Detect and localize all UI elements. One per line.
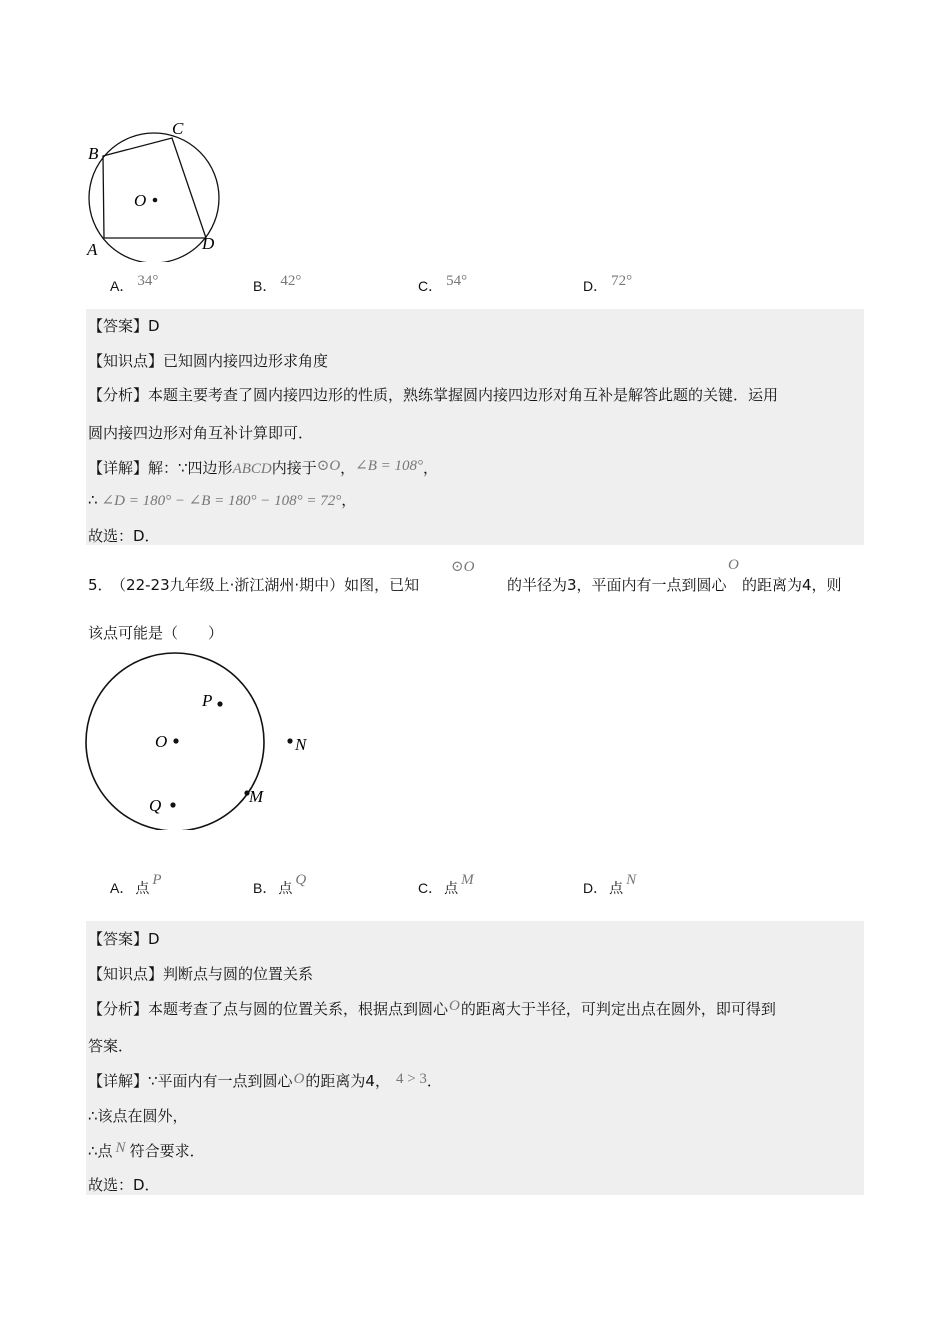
option-text: 点 <box>609 881 624 897</box>
option-value: 72° <box>611 273 633 289</box>
q4-analysis-line2 <box>88 422 313 443</box>
q5-circle-symbol: ⊙O <box>451 559 475 575</box>
option-text: 点 <box>444 881 459 897</box>
math-calc: ∠D = 180° − ∠B = 180° − 108° = 72° <box>101 493 342 509</box>
q5-analysis-line2 <box>88 1035 133 1056</box>
detail-text: ， <box>341 491 357 509</box>
q5-stem-line2 <box>88 622 223 643</box>
q5-option-a[interactable] <box>110 872 162 898</box>
option-letter: A． <box>110 278 134 294</box>
q5-figure <box>80 650 320 830</box>
math-o: O <box>293 1071 305 1087</box>
q4-option-a[interactable] <box>110 273 159 296</box>
q5-label-m: M <box>249 787 264 806</box>
option-point: M <box>461 872 474 888</box>
detail-text: ， <box>340 459 356 477</box>
math-n: N <box>115 1140 126 1156</box>
answer-tag: 【答案】 <box>88 317 149 335</box>
q4-label-d: D <box>202 234 215 253</box>
q5-detail-line <box>88 1070 442 1091</box>
analysis-text: 本题主要考查了圆内接四边形的性质，熟练掌握圆内接四边形对角互补是解答此题的关键．运用 <box>148 386 779 404</box>
q5-option-c[interactable] <box>418 872 474 898</box>
q4-option-b[interactable] <box>253 273 302 296</box>
stem-text: （22-23九年级上·浙江湖州·期中）如图，已知 <box>118 576 420 594</box>
option-value: 34° <box>137 273 159 289</box>
q5-point-p-dot <box>217 701 222 706</box>
q4-center-dot <box>153 198 158 203</box>
final-text: 故选：D． <box>88 527 160 545</box>
q5-step2-line <box>88 1105 188 1126</box>
q5-label-n: N <box>295 735 307 754</box>
q4-option-d[interactable] <box>583 273 633 296</box>
q5-point-n-dot <box>287 738 292 743</box>
q4-quadrilateral <box>103 138 206 238</box>
q5-label-q: Q <box>149 796 162 815</box>
q5-point-q-dot <box>170 802 175 807</box>
option-point: N <box>626 872 637 888</box>
final-text: 故选：D． <box>88 1176 160 1194</box>
therefore-symbol: ∴ <box>88 491 98 509</box>
option-text: 点 <box>135 881 150 897</box>
q5-stem-line1 <box>88 574 419 595</box>
detail-tag: 【详解】 <box>88 459 149 477</box>
q5-center-symbol: O <box>728 557 739 573</box>
option-letter: B． <box>253 880 277 896</box>
q4-calc-line <box>88 489 356 510</box>
detail-text: ∵平面内有一点到圆心 <box>148 1072 293 1090</box>
option-letter: D． <box>583 278 608 294</box>
math-inequality: 4 > 3 <box>395 1071 427 1087</box>
knowledge-text: 已知圆内接四边形求角度 <box>163 352 329 370</box>
knowledge-text: 判断点与圆的位置关系 <box>163 965 314 983</box>
q4-circle <box>89 133 219 262</box>
option-point: P <box>152 872 162 888</box>
math-quad: ABCD <box>232 461 272 477</box>
q5-point-o-dot <box>173 738 178 743</box>
detail-text: 的距离为4， <box>305 1072 390 1090</box>
q5-option-b[interactable] <box>253 872 307 898</box>
q5-analysis-line1 <box>88 998 776 1019</box>
q5-option-d[interactable] <box>583 872 637 898</box>
q5-answer-line <box>88 928 160 949</box>
option-letter: B． <box>253 278 277 294</box>
detail-text: 解：∵四边形 <box>148 459 233 477</box>
analysis-tag: 【分析】 <box>88 386 149 404</box>
math-o: O <box>449 998 460 1014</box>
q4-detail-line <box>88 457 438 478</box>
detail-tag: 【详解】 <box>88 1072 149 1090</box>
option-point: Q <box>295 872 307 888</box>
q5-stem-line1b <box>507 574 727 595</box>
math-angle: ∠B = 108° <box>355 458 424 474</box>
knowledge-tag: 【知识点】 <box>88 352 164 370</box>
option-value: 42° <box>280 273 302 289</box>
analysis-text: 答案． <box>88 1037 134 1055</box>
q4-final-line <box>88 525 160 546</box>
step-text: 符合要求． <box>129 1142 205 1160</box>
analysis-text: 本题考查了点与圆的位置关系，根据点到圆心 <box>148 1000 449 1018</box>
detail-text: ， <box>423 459 439 477</box>
detail-text: 内接于 <box>271 459 317 477</box>
q4-option-c[interactable] <box>418 273 468 296</box>
detail-text: ． <box>426 1072 442 1090</box>
analysis-text: 的距离大于半径，可判定出点在圆外，即可得到 <box>460 1000 776 1018</box>
question-number: 5． <box>88 576 113 594</box>
answer-value: D <box>148 317 160 335</box>
analysis-text: 圆内接四边形对角互补计算即可． <box>88 424 314 442</box>
option-value: 54° <box>446 273 468 289</box>
q4-label-c: C <box>172 119 184 138</box>
q4-label-b: B <box>88 144 99 163</box>
q4-analysis-line1 <box>88 384 778 405</box>
option-letter: C． <box>418 880 443 896</box>
q4-answer-line <box>88 315 160 336</box>
q4-label-a: A <box>87 240 98 259</box>
q5-knowledge-line <box>88 963 313 984</box>
option-text: 点 <box>278 881 293 897</box>
knowledge-tag: 【知识点】 <box>88 965 164 983</box>
analysis-tag: 【分析】 <box>88 1000 149 1018</box>
q4-label-o: O <box>134 191 147 210</box>
q4-figure <box>80 112 240 262</box>
answer-value: D <box>148 930 160 948</box>
stem-text: 该点可能是（ ） <box>88 624 224 642</box>
q5-stem-line1c <box>742 574 842 595</box>
step-text: ∴该点在圆外， <box>88 1107 188 1125</box>
q4-knowledge-line <box>88 350 328 371</box>
q5-final-line <box>88 1174 160 1195</box>
q5-label-o: O <box>155 732 168 751</box>
stem-text: 的半径为3，平面内有一点到圆心 <box>507 576 727 594</box>
stem-text: 的距离为4，则 <box>742 576 842 594</box>
option-letter: A． <box>110 880 134 896</box>
math-circle: ⊙O <box>316 458 341 474</box>
q5-label-p: P <box>202 691 213 710</box>
option-letter: C． <box>418 278 443 294</box>
option-letter: D． <box>583 880 608 896</box>
answer-tag: 【答案】 <box>88 930 149 948</box>
q5-step3-line <box>88 1140 205 1161</box>
step-text: ∴点 <box>88 1142 113 1160</box>
